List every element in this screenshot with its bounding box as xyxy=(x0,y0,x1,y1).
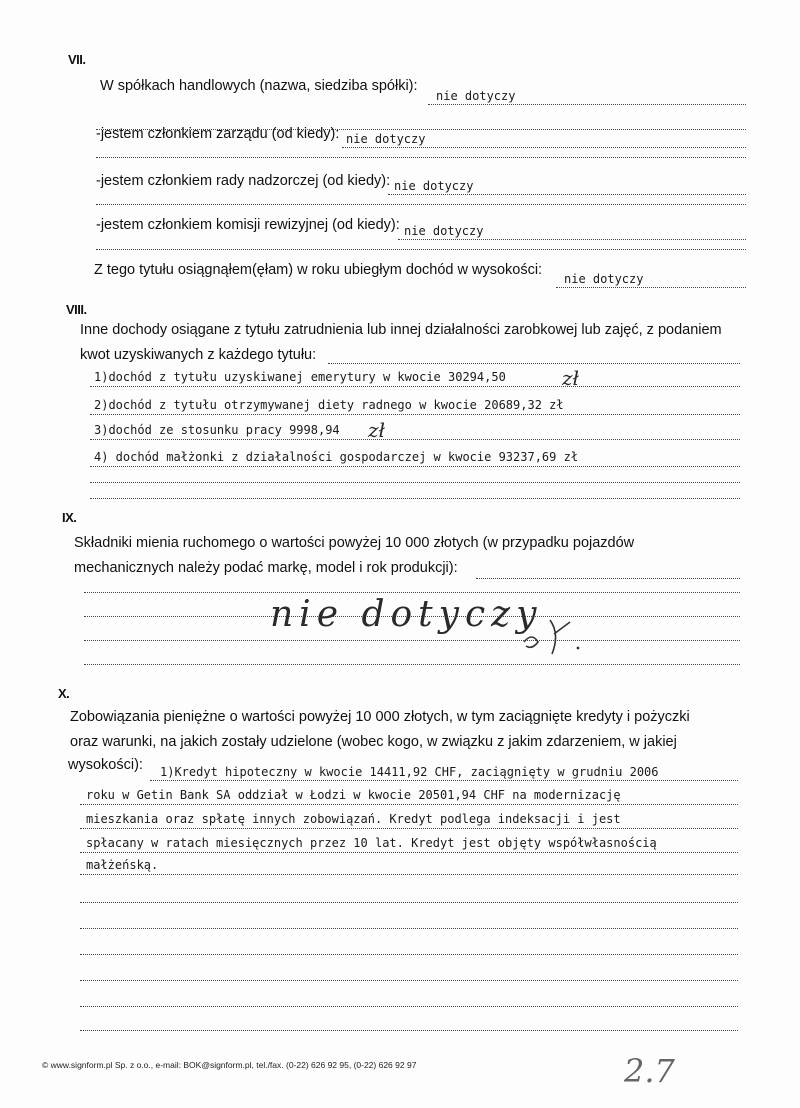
initials-signature-icon xyxy=(520,612,590,658)
footer-text: © www.signform.pl Sp. z o.o., e-mail: BOK@signform.pl, tel./fax. (0-22) 626 92 95, (0-22) 626 92 97 xyxy=(42,1060,417,1070)
other-income-line-1 xyxy=(90,386,740,387)
liabilities-entry-4: spłacany w ratach miesięcznych przez 10 lat. Kredyt jest objęty współwłasnością xyxy=(86,836,657,850)
income-label: Z tego tytułu osiągnąłem(ęłam) w roku ubiegłym dochód w wysokości: xyxy=(94,262,543,278)
liabilities-entry-5: małżeńską. xyxy=(86,858,159,872)
other-income-label-line1: Inne dochody osiągane z tytułu zatrudnienia lub innej działalności zarobkowej lub zajęć, z podaniem xyxy=(80,322,722,338)
income-dotted-line xyxy=(556,287,746,288)
other-income-entry-3: 3)dochód ze stosunku pracy 9998,94 xyxy=(94,423,340,437)
companies-label: W spółkach handlowych (nazwa, siedziba spółki): xyxy=(100,78,418,94)
liabilities-entry-2: roku w Getin Bank SA oddział w Łodzi w kwocie 20501,94 CHF na modernizację xyxy=(86,788,621,802)
section-viii-number: VIII. xyxy=(66,302,87,317)
liabilities-line-9 xyxy=(80,980,738,981)
liabilities-line-1 xyxy=(150,780,738,781)
audit-value: nie dotyczy xyxy=(404,224,484,238)
movable-assets-label-line2: mechanicznych należy podać markę, model i rok produkcji): xyxy=(74,560,458,576)
companies-dotted-line xyxy=(428,104,746,105)
other-income-line-4 xyxy=(90,466,740,467)
liabilities-label-line2: oraz warunki, na jakich zostały udzielone (wobec kogo, w związku z jakim zdarzeniem, w jakiej xyxy=(70,734,677,750)
other-income-dotted-line xyxy=(328,363,740,364)
movable-assets-label-line1: Składniki mienia ruchomego o wartości powyżej 10 000 złotych (w przypadku pojazdów xyxy=(74,535,635,551)
other-income-line-3 xyxy=(90,439,740,440)
liabilities-line-5 xyxy=(80,874,738,875)
supervisory-dotted-line xyxy=(388,194,746,195)
liabilities-line-7 xyxy=(80,928,738,929)
companies-value: nie dotyczy xyxy=(436,89,516,103)
movable-assets-handwritten-value: nie dotyczy xyxy=(270,594,543,635)
supervisory-label: -jestem członkiem rady nadzorczej (od kiedy): xyxy=(96,173,391,189)
board-label: -jestem członkiem zarządu (od kiedy): xyxy=(96,126,340,142)
section-vii-number: VII. xyxy=(68,52,86,67)
supervisory-value: nie dotyczy xyxy=(394,179,474,193)
other-income-entry-3-currency: zł xyxy=(368,418,386,442)
movable-assets-line-4 xyxy=(84,664,740,665)
board-value: nie dotyczy xyxy=(346,132,426,146)
liabilities-line-2 xyxy=(80,804,738,805)
liabilities-line-6 xyxy=(80,902,738,903)
board-dotted-line xyxy=(342,147,746,148)
other-income-line-6 xyxy=(90,498,740,499)
liabilities-entry-1: 1)Kredyt hipoteczny w kwocie 14411,92 CHF, zaciągnięty w grudniu 2006 xyxy=(160,765,659,779)
other-income-entry-1: 1)dochód z tytułu uzyskiwanej emerytury w kwocie 30294,50 xyxy=(94,370,506,384)
other-income-entry-4: 4) dochód małżonki z działalności gospodarczej w kwocie 93237,69 zł xyxy=(94,450,579,464)
audit-dotted-line xyxy=(398,239,746,240)
other-income-entry-1-currency: zł xyxy=(562,366,580,390)
liabilities-line-4 xyxy=(80,852,738,853)
supervisory-dotted-line-2 xyxy=(96,204,746,205)
section-x-number: X. xyxy=(58,686,70,701)
liabilities-entry-3: mieszkania oraz spłatę innych zobowiązań. Kredyt podlega indeksacji i jest xyxy=(86,812,621,826)
other-income-entry-2: 2)dochód z tytułu otrzymywanej diety radnego w kwocie 20689,32 zł xyxy=(94,398,564,412)
liabilities-line-10 xyxy=(80,1006,738,1007)
liabilities-label-line1: Zobowiązania pieniężne o wartości powyżej 10 000 złotych, w tym zaciągnięte kredyty i pożyczki xyxy=(70,709,690,725)
liabilities-label-line3: wysokości): xyxy=(68,757,143,773)
other-income-label-line2: kwot uzyskiwanych z każdego tytułu: xyxy=(80,347,317,363)
liabilities-line-8 xyxy=(80,954,738,955)
audit-label: -jestem członkiem komisji rewizyjnej (od kiedy): xyxy=(96,217,400,233)
income-value: nie dotyczy xyxy=(564,272,644,286)
other-income-line-5 xyxy=(90,482,740,483)
movable-assets-line-3 xyxy=(84,640,740,641)
audit-dotted-line-2 xyxy=(96,249,746,250)
liabilities-line-11 xyxy=(80,1030,738,1031)
other-income-line-2 xyxy=(90,414,740,415)
movable-assets-line-1 xyxy=(84,592,740,593)
section-ix-number: IX. xyxy=(62,510,77,525)
movable-assets-dotted-line xyxy=(476,578,740,579)
liabilities-line-3 xyxy=(80,828,738,829)
board-dotted-line-2 xyxy=(96,157,746,158)
handwritten-page-mark: 2.7 xyxy=(624,1052,675,1090)
